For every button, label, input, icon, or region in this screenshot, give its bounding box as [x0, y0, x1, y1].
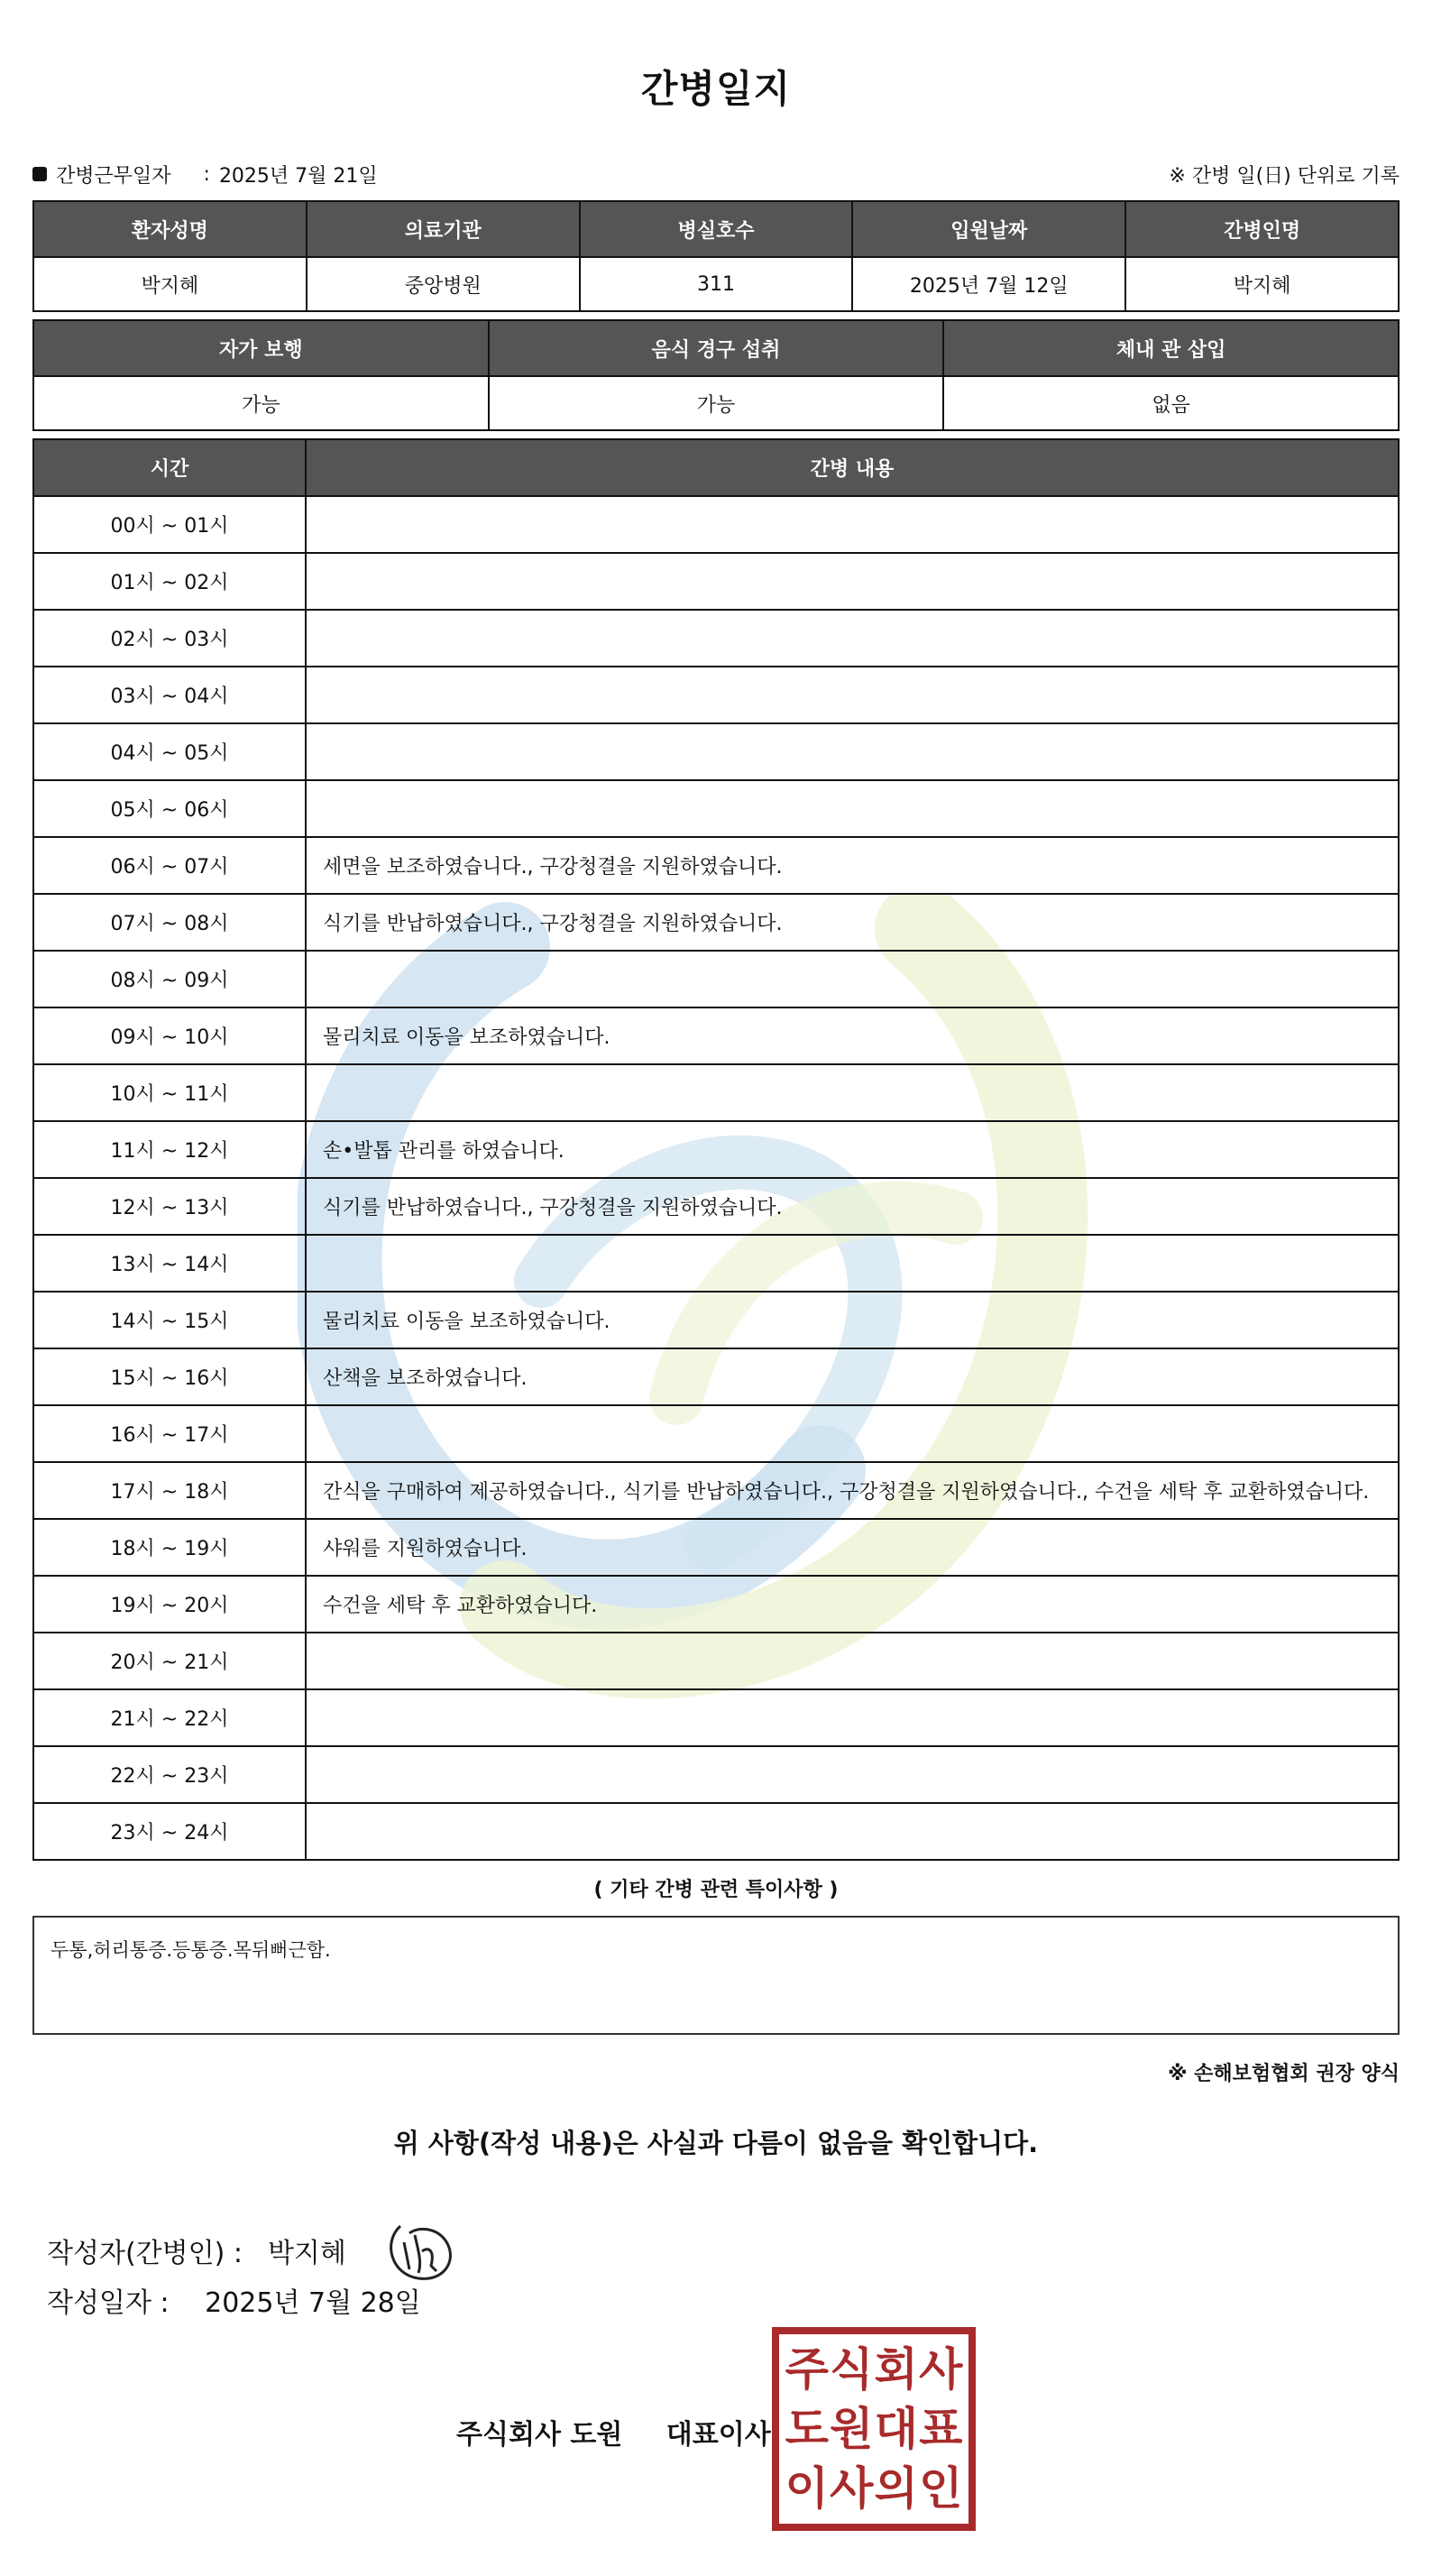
table-row	[33, 1121, 1399, 1178]
seal-character: 이	[785, 2462, 829, 2515]
header-caregiver: 간병인명	[1125, 201, 1399, 257]
written-date-row	[47, 2280, 421, 2320]
signature-icon	[382, 2215, 460, 2286]
time-cell: 17시 ~ 18시	[33, 1462, 306, 1519]
written-date-value: 2025년 7월 28일	[205, 2287, 421, 2319]
time-cell: 14시 ~ 15시	[33, 1292, 306, 1348]
table-row	[33, 1633, 1399, 1689]
care-content-cell	[306, 780, 1399, 837]
table-row	[33, 553, 1399, 610]
table-row	[33, 667, 1399, 723]
care-content-cell	[306, 1803, 1399, 1860]
table-row	[33, 1462, 1399, 1519]
time-cell: 07시 ~ 08시	[33, 894, 306, 951]
time-cell: 00시 ~ 01시	[33, 496, 306, 553]
header-care-content: 간병 내용	[306, 439, 1399, 496]
square-bullet-icon	[32, 167, 47, 181]
page-title: 간병일지	[640, 67, 792, 111]
writer-name: 박지혜	[267, 2238, 346, 2269]
time-cell: 19시 ~ 20시	[33, 1576, 306, 1633]
patient-name: 박지혜	[33, 257, 307, 311]
care-content-cell	[306, 1746, 1399, 1803]
seal-character: 원	[830, 2403, 874, 2455]
time-cell: 18시 ~ 19시	[33, 1519, 306, 1576]
header-tube: 체내 관 삽입	[943, 320, 1399, 376]
time-cell: 23시 ~ 24시	[33, 1803, 306, 1860]
meta-row	[32, 159, 1400, 189]
care-content-cell: 물리치료 이동을 보조하였습니다.	[306, 1292, 1399, 1348]
table-row	[33, 951, 1399, 1007]
table-row	[33, 1007, 1399, 1064]
tube-value: 없음	[943, 376, 1399, 430]
patient-status-table	[32, 319, 1400, 431]
header-walking: 자가 보행	[33, 320, 489, 376]
seal-character: 식	[830, 2343, 874, 2396]
seal-character: 회	[874, 2343, 918, 2396]
care-content-cell	[306, 1689, 1399, 1746]
seal-character: 사	[830, 2462, 874, 2515]
table-row	[33, 1064, 1399, 1121]
table-row	[33, 1689, 1399, 1746]
writer-label: 작성자(간병인) :	[47, 2238, 243, 2269]
seal-character: 의	[874, 2462, 918, 2515]
notes-text: 두통,허리통증.등통증.목뒤뻐근함.	[50, 1939, 331, 1961]
table-row	[33, 780, 1399, 837]
care-content-cell: 식기를 반납하였습니다., 구강청결을 지원하였습니다.	[306, 1178, 1399, 1235]
table-row	[33, 610, 1399, 667]
time-cell: 09시 ~ 10시	[33, 1007, 306, 1064]
table-row	[33, 1519, 1399, 1576]
header-oral-intake: 음식 경구 섭취	[489, 320, 944, 376]
table-row	[33, 1348, 1399, 1405]
care-content-cell: 샤워를 지원하였습니다.	[306, 1519, 1399, 1576]
time-cell: 06시 ~ 07시	[33, 837, 306, 894]
work-date	[32, 161, 378, 189]
table-row	[33, 837, 1399, 894]
notes-box	[32, 1916, 1400, 2035]
room-number: 311	[580, 257, 853, 311]
table-row	[33, 1178, 1399, 1235]
table-row	[33, 1235, 1399, 1292]
time-cell: 15시 ~ 16시	[33, 1348, 306, 1405]
header-time: 시간	[33, 439, 306, 496]
company-title: 대표이사	[666, 2419, 771, 2451]
walking-value: 가능	[33, 376, 489, 430]
seal-character: 주	[785, 2343, 829, 2396]
seal-character: 사	[919, 2343, 963, 2396]
care-content-cell: 식기를 반납하였습니다., 구강청결을 지원하였습니다.	[306, 894, 1399, 951]
time-cell: 03시 ~ 04시	[33, 667, 306, 723]
care-content-cell	[306, 951, 1399, 1007]
time-cell: 16시 ~ 17시	[33, 1405, 306, 1462]
care-content-cell	[306, 1405, 1399, 1462]
time-cell: 05시 ~ 06시	[33, 780, 306, 837]
table-row	[33, 1292, 1399, 1348]
care-content-cell: 산책을 보조하였습니다.	[306, 1348, 1399, 1405]
care-log-table	[32, 438, 1400, 1861]
table-row	[33, 1803, 1399, 1860]
header-hospital: 의료기관	[307, 201, 580, 257]
table-row	[33, 496, 1399, 553]
time-cell: 11시 ~ 12시	[33, 1121, 306, 1178]
work-date-colon: :	[203, 162, 210, 186]
unit-note: ※ 간병 일(日) 단위로 기록	[1169, 164, 1400, 188]
care-content-cell	[306, 667, 1399, 723]
care-content-cell: 물리치료 이동을 보조하였습니다.	[306, 1007, 1399, 1064]
table-row	[33, 1576, 1399, 1633]
writer-row	[47, 2215, 460, 2286]
confirmation-statement: 위 사항(작성 내용)은 사실과 다름이 없음을 확인합니다.	[393, 2128, 1039, 2158]
time-cell: 21시 ~ 22시	[33, 1689, 306, 1746]
care-content-cell: 손•발톱 관리를 하였습니다.	[306, 1121, 1399, 1178]
header-patient-name: 환자성명	[33, 201, 307, 257]
admission-date: 2025년 7월 12일	[852, 257, 1125, 311]
header-room: 병실호수	[580, 201, 853, 257]
time-cell: 01시 ~ 02시	[33, 553, 306, 610]
written-date-label: 작성일자 :	[47, 2287, 170, 2319]
table-row	[33, 1746, 1399, 1803]
time-cell: 02시 ~ 03시	[33, 610, 306, 667]
care-content-cell	[306, 1235, 1399, 1292]
time-cell: 08시 ~ 09시	[33, 951, 306, 1007]
seal-character: 대	[874, 2403, 918, 2455]
company-signoff	[456, 2412, 771, 2452]
care-log-body	[33, 496, 1399, 1860]
oral-intake-value: 가능	[489, 376, 944, 430]
work-date-label: 간병근무일자	[56, 164, 171, 188]
care-content-cell: 세면을 보조하였습니다., 구강청결을 지원하였습니다.	[306, 837, 1399, 894]
seal-character: 인	[919, 2462, 963, 2515]
care-content-cell	[306, 553, 1399, 610]
table-row	[33, 1405, 1399, 1462]
time-cell: 10시 ~ 11시	[33, 1064, 306, 1121]
care-content-cell	[306, 1633, 1399, 1689]
caregiver-name: 박지혜	[1125, 257, 1399, 311]
work-date-value: 2025년 7월 21일	[218, 164, 378, 188]
time-cell: 22시 ~ 23시	[33, 1746, 306, 1803]
care-content-cell	[306, 496, 1399, 553]
hospital-name: 중앙병원	[307, 257, 580, 311]
notes-title: ( 기타 간병 관련 특이사항 )	[593, 1879, 839, 1901]
time-cell: 20시 ~ 21시	[33, 1633, 306, 1689]
care-content-cell	[306, 610, 1399, 667]
care-content-cell	[306, 723, 1399, 780]
care-content-cell: 수건을 세탁 후 교환하였습니다.	[306, 1576, 1399, 1633]
time-cell: 12시 ~ 13시	[33, 1178, 306, 1235]
company-seal	[772, 2327, 976, 2531]
form-note: ※ 손해보험협회 권장 양식	[1168, 2063, 1400, 2085]
time-cell: 13시 ~ 14시	[33, 1235, 306, 1292]
seal-character: 표	[919, 2403, 963, 2455]
seal-character: 도	[785, 2403, 829, 2455]
time-cell: 04시 ~ 05시	[33, 723, 306, 780]
table-row	[33, 894, 1399, 951]
table-row	[33, 723, 1399, 780]
care-content-cell	[306, 1064, 1399, 1121]
care-content-cell: 간식을 구매하여 제공하였습니다., 식기를 반납하였습니다., 구강청결을 지원하였습니다., 수건을 세탁 후 교환하였습니다.	[306, 1462, 1399, 1519]
header-admission-date: 입원날짜	[852, 201, 1125, 257]
patient-info-table	[32, 200, 1400, 312]
company-name: 주식회사 도원	[456, 2419, 623, 2451]
